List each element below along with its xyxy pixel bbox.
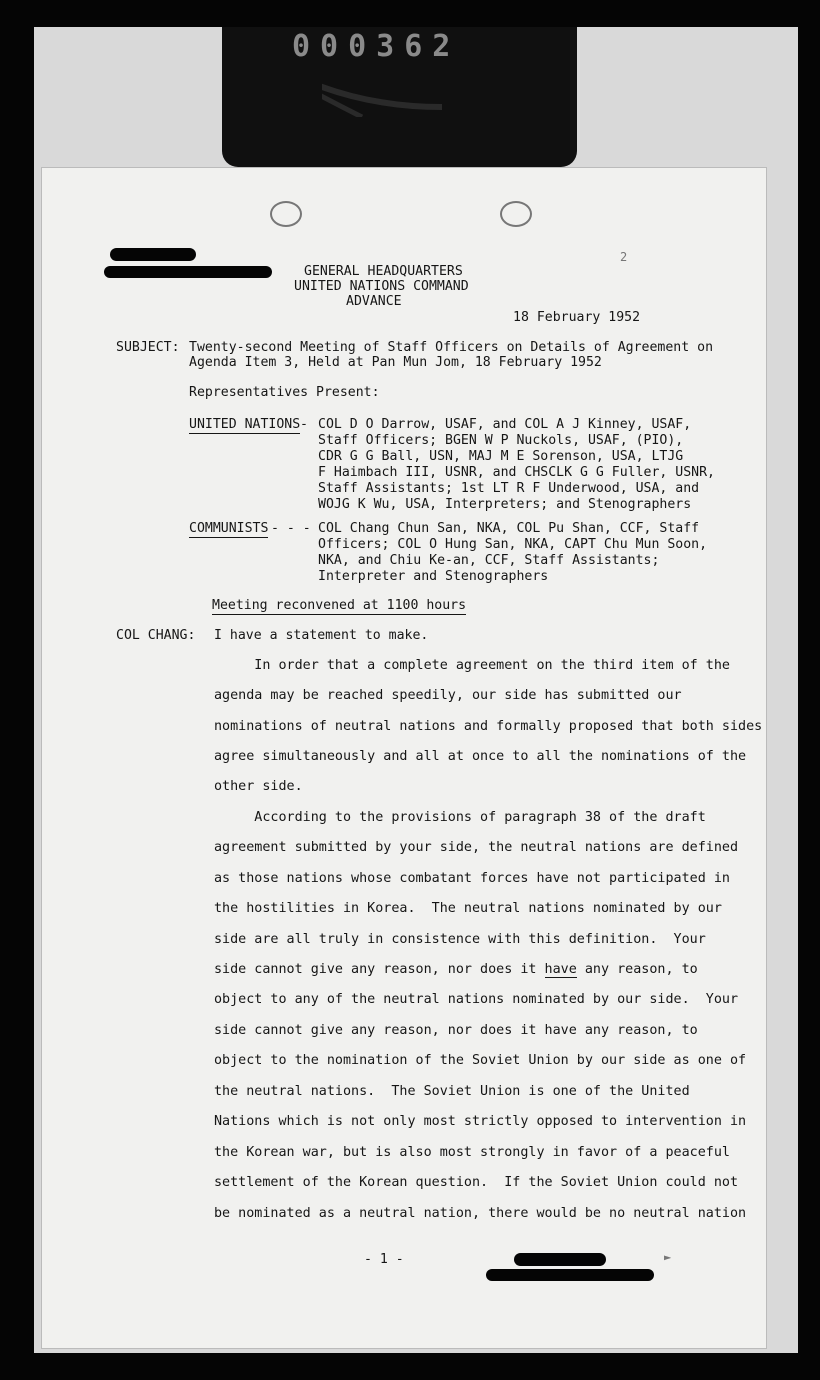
pencil-mark: ► <box>664 1250 672 1264</box>
punch-hole-left <box>270 201 302 227</box>
statement-line: I have a statement to make. <box>214 628 429 643</box>
statement-line: settlement of the Korean question. If the Soviet Union could not <box>214 1175 739 1190</box>
un-line: F Haimbach III, USNR, and CHSCLK G G Fuller, USNR, <box>318 465 715 480</box>
statement-line: nominations of neutral nations and formally proposed that both sides <box>214 719 763 734</box>
statement-line: the neutral nations. The Soviet Union is one of the United <box>214 1084 690 1099</box>
un-line: Staff Officers; BGEN W P Nuckols, USAF, (PIO), <box>318 433 684 448</box>
statement-line: agreement submitted by your side, the neutral nations are defined <box>214 840 739 855</box>
un-dash: - <box>300 417 308 432</box>
statement-line: agree simultaneously and all at once to all the nominations of the <box>214 749 747 764</box>
statement-line: the Korean war, but is also most strongly in favor of a peaceful <box>214 1145 730 1160</box>
un-line: Staff Assistants; 1st LT R F Underwood, USA, and <box>318 481 700 496</box>
speaker-label: COL CHANG: <box>116 628 196 643</box>
statement-line <box>214 962 698 977</box>
un-line: WOJG K Wu, USA, Interpreters; and Stenographers <box>318 497 692 512</box>
communists-line: Officers; COL O Hung San, NKA, CAPT Chu Mun Soon, <box>318 537 708 552</box>
statement-line: other side. <box>214 779 303 794</box>
archive-stamp: 000362 <box>292 29 461 64</box>
page-number: - 1 - <box>364 1252 404 1267</box>
communists-dash: - - - <box>271 521 311 536</box>
header-line: ADVANCE <box>346 294 402 309</box>
un-label: UNITED NATIONS <box>189 417 301 432</box>
redaction-bar <box>104 266 272 278</box>
statement-line: side are all truly in consistence with this definition. Your <box>214 932 706 947</box>
subject-line: Twenty-second Meeting of Staff Officers on Details of Agreement on <box>189 340 714 355</box>
un-line: COL D O Darrow, USAF, and COL A J Kinney, USAF, <box>318 417 692 432</box>
subject-label: SUBJECT: <box>116 340 180 355</box>
statement-line: According to the provisions of paragraph 38 of the draft <box>214 810 706 825</box>
statement-line: side cannot give any reason, nor does it have any reason, to <box>214 1023 698 1038</box>
header-line: UNITED NATIONS COMMAND <box>294 279 469 294</box>
communists-line: Interpreter and Stenographers <box>318 569 549 584</box>
statement-text: side cannot give any reason, nor does it <box>214 962 545 977</box>
redaction-bar <box>514 1253 606 1266</box>
statement-line: be nominated as a neutral nation, there would be no neutral nation <box>214 1206 747 1221</box>
statement-text: any reason, to <box>576 962 698 977</box>
representatives-heading: Representatives Present: <box>189 385 380 400</box>
statement-line: object to any of the neutral nations nominated by our side. Your <box>214 992 739 1007</box>
emphasis-word: have <box>544 962 577 977</box>
document-date: 18 February 1952 <box>513 310 641 325</box>
communists-label: COMMUNISTS <box>189 521 269 536</box>
punch-hole-right <box>500 201 532 227</box>
binder-clip <box>222 27 577 167</box>
statement-line: object to the nomination of the Soviet Union by our side as one of <box>214 1053 747 1068</box>
pencil-mark: 2 <box>620 250 628 264</box>
redaction-bar <box>486 1269 654 1281</box>
un-line: CDR G G Ball, USN, MAJ M E Sorenson, USA, LTJG <box>318 449 684 464</box>
meeting-note: Meeting reconvened at 1100 hours <box>212 598 467 613</box>
statement-line: as those nations whose combatant forces have not participated in <box>214 871 730 886</box>
subject-line: Agenda Item 3, Held at Pan Mun Jom, 18 February 1952 <box>189 355 602 370</box>
document-page <box>42 168 766 1348</box>
communists-line: NKA, and Chiu Ke-an, CCF, Staff Assistants; <box>318 553 660 568</box>
header-line: GENERAL HEADQUARTERS <box>304 264 463 279</box>
communists-line: COL Chang Chun San, NKA, COL Pu Shan, CCF, Staff <box>318 521 700 536</box>
statement-line: Nations which is not only most strictly opposed to intervention in <box>214 1114 747 1129</box>
statement-line: In order that a complete agreement on the third item of the <box>214 658 730 673</box>
statement-line: the hostilities in Korea. The neutral nations nominated by our <box>214 901 722 916</box>
statement-line: agenda may be reached speedily, our side has submitted our <box>214 688 682 703</box>
redaction-bar <box>110 248 196 261</box>
